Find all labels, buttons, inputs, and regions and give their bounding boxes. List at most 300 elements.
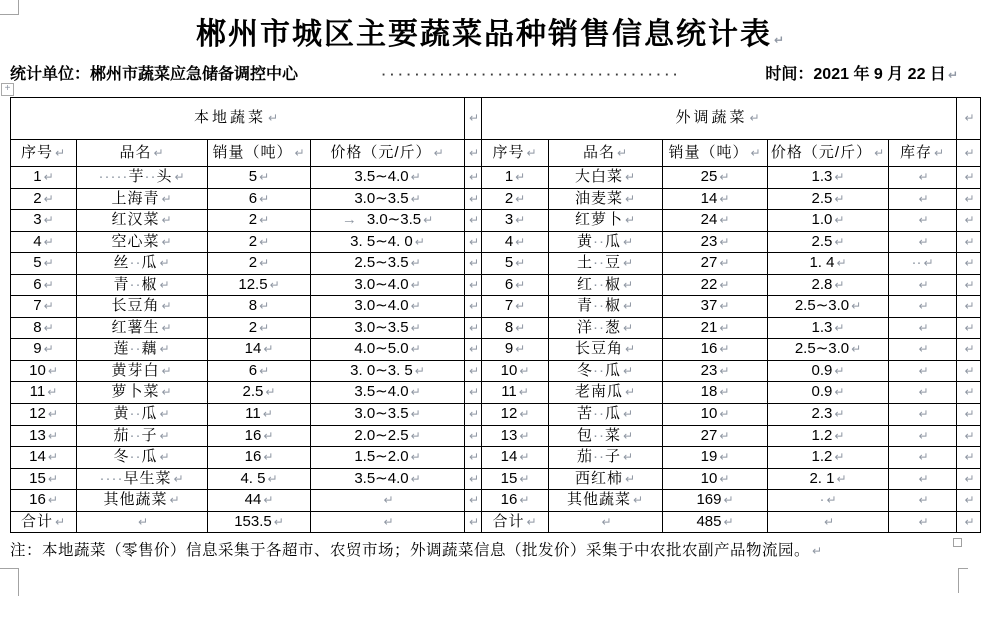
cell-external-price[interactable]	[768, 511, 889, 533]
cell-external-name[interactable]: 红··椒 ↵	[549, 274, 663, 296]
separator-cell[interactable]	[465, 231, 482, 253]
end-of-cell-mark: ↵	[515, 342, 526, 357]
cell-external-name[interactable]: 苦··瓜 ↵	[549, 404, 663, 426]
cell-local-qty[interactable]: 6 ↵	[208, 188, 311, 210]
end-of-cell-mark: ↵	[834, 407, 845, 422]
cell-local-name[interactable]: ····早生菜 ↵	[77, 468, 208, 490]
cell-local-qty[interactable]: 12.5 ↵	[208, 274, 311, 296]
cell-external-qty[interactable]: 23 ↵	[663, 231, 768, 253]
end-of-cell-mark: ↵	[468, 407, 480, 422]
cell-local-price[interactable]: 3.5∼4.0 ↵	[311, 382, 465, 404]
footer-note[interactable]	[10, 540, 970, 562]
separator-cell[interactable]	[465, 382, 482, 404]
cell-external-stock[interactable]	[889, 425, 957, 447]
column-header-price[interactable]: 价格（元/斤） ↵	[311, 140, 465, 167]
end-of-cell-mark: ↵	[410, 299, 421, 314]
cell-no[interactable]: 10 ↵	[482, 360, 549, 382]
space-dots-mark: ··	[129, 254, 142, 272]
cell-local-name[interactable]: 莲··藕 ↵	[77, 339, 208, 361]
end-of-cell-mark: ↵	[519, 471, 530, 486]
end-of-cell-mark: ↵	[468, 111, 480, 126]
cell-local-qty[interactable]: 4. 5 ↵	[208, 468, 311, 490]
section-header-external[interactable]: 外调蔬菜 ↵	[482, 98, 957, 140]
cell-external-price[interactable]: 2. 1 ↵	[768, 468, 889, 490]
table-row	[11, 140, 981, 167]
column-header-qty[interactable]: 销量（吨） ↵	[208, 140, 311, 167]
cell-external-qty[interactable]: 37 ↵	[663, 296, 768, 318]
subtitle-line[interactable]	[10, 62, 958, 88]
end-of-cell-mark: ↵	[749, 111, 763, 126]
end-of-cell-mark: ↵	[964, 493, 975, 508]
end-of-cell-mark: ↵	[161, 213, 173, 228]
cell-local-name[interactable]: 黄芽白 ↵	[77, 360, 208, 382]
cell-no[interactable]: 10 ↵	[11, 360, 77, 382]
cell-local-price[interactable]: 2.0∼2.5 ↵	[311, 425, 465, 447]
end-of-cell-mark: ↵	[515, 299, 526, 314]
end-of-cell-mark: ↵	[410, 256, 421, 271]
cell-external-price[interactable]: 1.3 ↵	[768, 167, 889, 189]
cell-external-stock[interactable]	[889, 253, 957, 275]
end-of-cell-mark: ↵	[47, 385, 58, 400]
space-dots-mark: ··	[129, 448, 142, 466]
cell-total-label[interactable]: 合计 ↵	[11, 511, 77, 533]
end-of-row-mark	[957, 339, 981, 361]
section-header-local[interactable]: 本地蔬菜 ↵	[11, 98, 465, 140]
space-dots-mark: ·	[819, 491, 825, 509]
end-of-row-mark	[957, 490, 981, 512]
cell-no[interactable]: 14 ↵	[11, 447, 77, 469]
end-of-cell-mark: ↵	[918, 191, 929, 206]
separator-cell[interactable]	[465, 274, 482, 296]
document-title[interactable]	[0, 14, 982, 56]
end-of-cell-mark: ↵	[47, 493, 58, 508]
cell-local-price[interactable]	[311, 490, 465, 512]
end-of-cell-mark: ↵	[414, 234, 425, 249]
end-of-cell-mark: ↵	[964, 145, 975, 160]
cell-no[interactable]: 7 ↵	[482, 296, 549, 318]
end-of-cell-mark: ↵	[923, 256, 934, 271]
end-of-cell-mark: ↵	[273, 514, 284, 529]
end-of-cell-mark: ↵	[43, 299, 54, 314]
cell-external-stock[interactable]	[889, 404, 957, 426]
cell-external-price[interactable]: 2.8 ↵	[768, 274, 889, 296]
cell-local-price[interactable]: 3. 5∼4. 0 ↵	[311, 231, 465, 253]
cell-no[interactable]: 9 ↵	[11, 339, 77, 361]
cell-local-price[interactable]: → 3.0∼3.5 ↵	[311, 210, 465, 232]
cell-local-qty[interactable]: 153.5 ↵	[208, 511, 311, 533]
cell-no[interactable]: 16 ↵	[482, 490, 549, 512]
cell-external-name[interactable]: 长豆角 ↵	[549, 339, 663, 361]
cell-external-price[interactable]: 1.3 ↵	[768, 317, 889, 339]
separator-cell[interactable]	[465, 490, 482, 512]
end-of-cell-mark: ↵	[964, 256, 975, 271]
cell-local-qty[interactable]: 16 ↵	[208, 425, 311, 447]
cell-no[interactable]: 4 ↵	[11, 231, 77, 253]
cell-external-stock[interactable]	[889, 360, 957, 382]
cell-no[interactable]: 4 ↵	[482, 231, 549, 253]
cell-no[interactable]: 12 ↵	[482, 404, 549, 426]
cell-external-name[interactable]: 其他蔬菜 ↵	[549, 490, 663, 512]
table-row	[11, 404, 981, 426]
page-margin-corner-bottom-left	[0, 568, 19, 596]
cell-local-name[interactable]: 黄··瓜 ↵	[77, 404, 208, 426]
end-of-row-mark	[957, 253, 981, 275]
end-of-row-mark	[957, 167, 981, 189]
cell-local-qty[interactable]: 16 ↵	[208, 447, 311, 469]
cell-no[interactable]: 3 ↵	[11, 210, 77, 232]
statistics-unit-text[interactable]: 统计单位：郴州市蔬菜应急储备调控中心	[10, 66, 299, 83]
cell-no[interactable]: 11 ↵	[11, 382, 77, 404]
end-of-cell-mark: ↵	[267, 471, 278, 486]
end-of-cell-mark: ↵	[918, 213, 929, 228]
separator-cell[interactable]	[465, 140, 482, 167]
separator-cell[interactable]	[465, 167, 482, 189]
end-of-cell-mark: ↵	[468, 428, 480, 443]
end-of-cell-mark: ↵	[410, 407, 421, 422]
end-of-cell-mark: ↵	[964, 385, 975, 400]
cell-local-price[interactable]: 3. 0∼3. 5 ↵	[311, 360, 465, 382]
cell-local-qty[interactable]: 2 ↵	[208, 231, 311, 253]
cell-external-name[interactable]	[549, 511, 663, 533]
end-of-cell-mark: ↵	[259, 170, 270, 185]
end-of-cell-mark: ↵	[623, 450, 635, 465]
end-of-cell-mark: ↵	[161, 363, 173, 378]
cell-local-name[interactable]: 其他蔬菜 ↵	[77, 490, 208, 512]
cell-local-qty[interactable]: 2.5 ↵	[208, 382, 311, 404]
cell-local-qty[interactable]: 2 ↵	[208, 210, 311, 232]
cell-external-stock[interactable]	[889, 210, 957, 232]
end-of-cell-mark: ↵	[383, 514, 394, 529]
end-of-cell-mark: ↵	[834, 428, 845, 443]
end-of-row-mark	[957, 188, 981, 210]
separator-cell[interactable]	[465, 447, 482, 469]
separator-cell[interactable]	[465, 98, 482, 140]
cell-external-price[interactable]: 1. 4 ↵	[768, 253, 889, 275]
end-of-cell-mark: ↵	[623, 407, 635, 422]
end-of-cell-mark: ↵	[624, 385, 637, 400]
separator-cell[interactable]	[465, 210, 482, 232]
space-dots-mark: ··	[592, 232, 605, 250]
cell-external-price[interactable]: 2.5∼3.0 ↵	[768, 339, 889, 361]
cell-no[interactable]: 15 ↵	[482, 468, 549, 490]
cell-local-qty[interactable]: 8 ↵	[208, 296, 311, 318]
cell-no[interactable]: 1 ↵	[11, 167, 77, 189]
cell-external-qty[interactable]: 169 ↵	[663, 490, 768, 512]
cell-external-qty[interactable]: 22 ↵	[663, 274, 768, 296]
end-of-cell-mark: ↵	[47, 450, 58, 465]
cell-no[interactable]: 16 ↵	[11, 490, 77, 512]
cell-external-name[interactable]: 土··豆 ↵	[549, 253, 663, 275]
cell-external-qty[interactable]: 27 ↵	[663, 253, 768, 275]
cell-external-price[interactable]: 0.9 ↵	[768, 360, 889, 382]
end-of-cell-mark: ↵	[623, 256, 635, 271]
separator-cell[interactable]	[465, 425, 482, 447]
separator-cell[interactable]	[465, 339, 482, 361]
end-of-cell-mark: ↵	[468, 320, 480, 335]
cell-no[interactable]: 13 ↵	[11, 425, 77, 447]
cell-local-name[interactable]: ·····芋··头 ↵	[77, 167, 208, 189]
cell-no[interactable]: 12 ↵	[11, 404, 77, 426]
cell-no[interactable]: 9 ↵	[482, 339, 549, 361]
cell-no[interactable]: 6 ↵	[482, 274, 549, 296]
end-of-cell-mark: ↵	[964, 320, 975, 335]
end-of-cell-mark: ↵	[719, 277, 730, 292]
end-of-row-mark	[957, 296, 981, 318]
end-of-cell-mark: ↵	[719, 471, 730, 486]
cell-local-price[interactable]: 3.5∼4.0 ↵	[311, 468, 465, 490]
end-of-cell-mark: ↵	[161, 385, 173, 400]
end-of-row-mark	[957, 98, 981, 140]
cell-no[interactable]: 7 ↵	[11, 296, 77, 318]
end-of-cell-mark: ↵	[918, 299, 929, 314]
cell-external-qty[interactable]: 485 ↵	[663, 511, 768, 533]
column-header-stock[interactable]: 库存 ↵	[889, 140, 957, 167]
cell-external-name[interactable]: 大白菜 ↵	[549, 167, 663, 189]
end-of-cell-mark: ↵	[159, 277, 171, 292]
cell-local-price[interactable]: 4.0∼5.0 ↵	[311, 339, 465, 361]
cell-external-price[interactable]: 2.5 ↵	[768, 188, 889, 210]
separator-cell[interactable]	[465, 188, 482, 210]
column-header-price[interactable]: 价格（元/斤） ↵	[768, 140, 889, 167]
end-of-cell-mark: ↵	[851, 299, 862, 314]
cell-local-qty[interactable]: 5 ↵	[208, 167, 311, 189]
cell-no[interactable]: 6 ↵	[11, 274, 77, 296]
cell-no[interactable]: 8 ↵	[11, 317, 77, 339]
cell-external-qty[interactable]: 10 ↵	[663, 404, 768, 426]
cell-external-stock[interactable]	[889, 468, 957, 490]
end-of-cell-mark: ↵	[918, 170, 929, 185]
end-of-cell-mark: ↵	[964, 428, 975, 443]
cell-local-qty[interactable]: 14 ↵	[208, 339, 311, 361]
table-row	[11, 231, 981, 253]
cell-no[interactable]: 8 ↵	[482, 317, 549, 339]
cell-local-price[interactable]: 1.5∼2.0 ↵	[311, 447, 465, 469]
separator-cell[interactable]	[465, 404, 482, 426]
cell-external-qty[interactable]: 21 ↵	[663, 317, 768, 339]
cell-local-price[interactable]: 3.0∼3.5 ↵	[311, 404, 465, 426]
cell-local-name[interactable]: 丝··瓜 ↵	[77, 253, 208, 275]
cell-external-stock[interactable]	[889, 511, 957, 533]
cell-external-name[interactable]: 洋··葱 ↵	[549, 317, 663, 339]
cell-external-name[interactable]: 红萝卜 ↵	[549, 210, 663, 232]
cell-external-price[interactable]	[768, 490, 889, 512]
end-of-cell-mark: ↵	[719, 342, 730, 357]
end-of-cell-mark: ↵	[834, 363, 845, 378]
cell-local-name[interactable]: 长豆角 ↵	[77, 296, 208, 318]
table-row	[11, 468, 981, 490]
end-of-cell-mark: ↵	[410, 385, 421, 400]
date-text[interactable]: 时间：2021 年 9 月 22 日	[765, 66, 946, 83]
end-of-cell-mark: ↵	[43, 320, 54, 335]
cell-local-name[interactable]: 红薯生 ↵	[77, 317, 208, 339]
cell-external-qty[interactable]: 25 ↵	[663, 167, 768, 189]
cell-no[interactable]: 2 ↵	[11, 188, 77, 210]
end-of-cell-mark: ↵	[836, 256, 847, 271]
cell-local-qty[interactable]: 6 ↵	[208, 360, 311, 382]
cell-external-qty[interactable]: 16 ↵	[663, 339, 768, 361]
end-of-cell-mark: ↵	[515, 256, 526, 271]
cell-external-name[interactable]: 老南瓜 ↵	[549, 382, 663, 404]
cell-external-qty[interactable]: 19 ↵	[663, 447, 768, 469]
end-of-row-mark	[957, 140, 981, 167]
end-of-cell-mark: ↵	[43, 213, 54, 228]
cell-external-price[interactable]: 2.5 ↵	[768, 231, 889, 253]
cell-local-name[interactable]: 萝卜菜 ↵	[77, 382, 208, 404]
cell-no[interactable]: 13 ↵	[482, 425, 549, 447]
document-title-text[interactable]: 郴州市城区主要蔬菜品种销售信息统计表	[195, 18, 772, 51]
table-row	[11, 188, 981, 210]
end-of-cell-mark: ↵	[161, 191, 173, 206]
cell-local-name[interactable]: 上海青 ↵	[77, 188, 208, 210]
end-of-cell-mark: ↵	[918, 342, 929, 357]
table-row	[11, 339, 981, 361]
cell-external-price[interactable]: 2.3 ↵	[768, 404, 889, 426]
cell-local-price[interactable]: 3.0∼4.0 ↵	[311, 274, 465, 296]
cell-local-price[interactable]: 3.0∼3.5 ↵	[311, 188, 465, 210]
cell-external-price[interactable]: 1.2 ↵	[768, 447, 889, 469]
cell-external-name[interactable]: 冬··瓜 ↵	[549, 360, 663, 382]
end-of-cell-mark: ↵	[834, 385, 845, 400]
end-of-cell-mark: ↵	[263, 450, 274, 465]
cell-local-qty[interactable]: 11 ↵	[208, 404, 311, 426]
cell-external-stock[interactable]	[889, 231, 957, 253]
end-of-cell-mark: ↵	[964, 342, 975, 357]
cell-external-qty[interactable]: 24 ↵	[663, 210, 768, 232]
end-of-cell-mark: ↵	[159, 342, 171, 357]
cell-external-name[interactable]: 包··菜 ↵	[549, 425, 663, 447]
separator-cell[interactable]	[465, 468, 482, 490]
end-of-cell-mark: ↵	[269, 277, 280, 292]
cell-external-qty[interactable]: 18 ↵	[663, 382, 768, 404]
cell-local-name[interactable]: 冬··瓜 ↵	[77, 447, 208, 469]
cell-no[interactable]: 5 ↵	[11, 253, 77, 275]
cell-external-price[interactable]: 1.2 ↵	[768, 425, 889, 447]
table-row	[11, 360, 981, 382]
table-row	[11, 296, 981, 318]
separator-cell[interactable]	[465, 253, 482, 275]
cell-no[interactable]: 1 ↵	[482, 167, 549, 189]
cell-external-stock[interactable]	[889, 274, 957, 296]
end-of-cell-mark: ↵	[515, 191, 526, 206]
cell-local-qty[interactable]: 2 ↵	[208, 317, 311, 339]
cell-external-name[interactable]: 茄··子 ↵	[549, 447, 663, 469]
cell-external-stock[interactable]	[889, 490, 957, 512]
end-of-cell-mark: ↵	[719, 428, 730, 443]
cell-external-price[interactable]: 1.0 ↵	[768, 210, 889, 232]
cell-external-stock[interactable]	[889, 167, 957, 189]
end-of-cell-mark: ↵	[515, 213, 526, 228]
cell-local-qty[interactable]: 44 ↵	[208, 490, 311, 512]
cell-external-qty[interactable]: 14 ↵	[663, 188, 768, 210]
footer-note-text[interactable]: 注：本地蔬菜（零售价）信息采集于各超市、农贸市场；外调蔬菜信息（批发价）采集于中农批农副产品物流园。	[10, 542, 811, 559]
cell-no[interactable]: 3 ↵	[482, 210, 549, 232]
page-margin-corner-bottom-right	[958, 568, 968, 593]
end-of-cell-mark: ↵	[750, 145, 762, 160]
end-of-cell-mark: ↵	[874, 145, 886, 160]
cell-no[interactable]: 15 ↵	[11, 468, 77, 490]
cell-no[interactable]: 11 ↵	[482, 382, 549, 404]
cell-no[interactable]: 2 ↵	[482, 188, 549, 210]
separator-cell[interactable]	[465, 317, 482, 339]
end-of-cell-mark: ↵	[934, 145, 946, 160]
cell-local-price[interactable]: 2.5∼3.5 ↵	[311, 253, 465, 275]
cell-local-price[interactable]	[311, 511, 465, 533]
end-of-cell-mark: ↵	[834, 320, 845, 335]
end-of-cell-mark: ↵	[161, 234, 173, 249]
cell-external-name[interactable]: 青··椒 ↵	[549, 296, 663, 318]
cell-external-name[interactable]: 油麦菜 ↵	[549, 188, 663, 210]
space-dots-mark: ··	[911, 254, 922, 272]
end-of-cell-mark: ↵	[43, 191, 54, 206]
cell-local-price[interactable]: 3.5∼4.0 ↵	[311, 167, 465, 189]
table-row	[11, 210, 981, 232]
end-of-cell-mark: ↵	[918, 450, 929, 465]
end-of-cell-mark: ↵	[173, 471, 185, 486]
cell-local-name[interactable]: 红汉菜 ↵	[77, 210, 208, 232]
column-header-no[interactable]: 序号 ↵	[11, 140, 77, 167]
end-of-cell-mark: ↵	[519, 363, 530, 378]
end-of-cell-mark: ↵	[623, 428, 635, 443]
cell-external-stock[interactable]	[889, 447, 957, 469]
end-of-cell-mark: ↵	[169, 493, 181, 508]
cell-external-stock[interactable]	[889, 382, 957, 404]
separator-cell[interactable]	[465, 511, 482, 533]
space-dots-mark: ·····	[98, 168, 129, 186]
cell-local-price[interactable]: 3.0∼4.0 ↵	[311, 296, 465, 318]
cell-local-name[interactable]	[77, 511, 208, 533]
column-header-qty[interactable]: 销量（吨） ↵	[663, 140, 768, 167]
end-of-row-mark	[957, 447, 981, 469]
cell-external-qty[interactable]: 27 ↵	[663, 425, 768, 447]
column-header-no[interactable]: 序号 ↵	[482, 140, 549, 167]
end-of-cell-mark: ↵	[468, 234, 480, 249]
cell-external-stock[interactable]	[889, 296, 957, 318]
cell-local-name[interactable]: 青··椒 ↵	[77, 274, 208, 296]
end-of-cell-mark: ↵	[624, 213, 637, 228]
cell-external-price[interactable]: 0.9 ↵	[768, 382, 889, 404]
cell-external-stock[interactable]	[889, 317, 957, 339]
cell-no[interactable]: 14 ↵	[482, 447, 549, 469]
end-of-cell-mark: ↵	[918, 385, 929, 400]
end-of-cell-mark: ↵	[468, 385, 480, 400]
separator-cell[interactable]	[465, 360, 482, 382]
column-header-name[interactable]: 品名 ↵	[77, 140, 208, 167]
separator-cell[interactable]	[465, 296, 482, 318]
end-of-cell-mark: ↵	[515, 277, 526, 292]
table-move-handle[interactable]	[1, 83, 14, 96]
cell-external-name[interactable]: 黄··瓜 ↵	[549, 231, 663, 253]
end-of-cell-mark: ↵	[265, 385, 276, 400]
cell-local-price[interactable]: 3.0∼3.5 ↵	[311, 317, 465, 339]
cell-local-name[interactable]: 茄··子 ↵	[77, 425, 208, 447]
column-header-name[interactable]: 品名 ↵	[549, 140, 663, 167]
cell-total-label[interactable]: 合计 ↵	[482, 511, 549, 533]
cell-local-name[interactable]: 空心菜 ↵	[77, 231, 208, 253]
end-of-cell-mark: ↵	[918, 363, 929, 378]
cell-external-price[interactable]: 2.5∼3.0 ↵	[768, 296, 889, 318]
cell-external-stock[interactable]	[889, 339, 957, 361]
cell-external-name[interactable]: 西红柿 ↵	[549, 468, 663, 490]
cell-external-stock[interactable]	[889, 188, 957, 210]
cell-no[interactable]: 5 ↵	[482, 253, 549, 275]
end-of-cell-mark: ↵	[624, 342, 637, 357]
cell-local-qty[interactable]: 2 ↵	[208, 253, 311, 275]
cell-external-qty[interactable]: 10 ↵	[663, 468, 768, 490]
space-dots-mark: ··	[592, 254, 605, 272]
end-of-cell-mark: ↵	[526, 145, 538, 160]
end-of-cell-mark: ↵	[414, 363, 425, 378]
cell-external-qty[interactable]: 23 ↵	[663, 360, 768, 382]
